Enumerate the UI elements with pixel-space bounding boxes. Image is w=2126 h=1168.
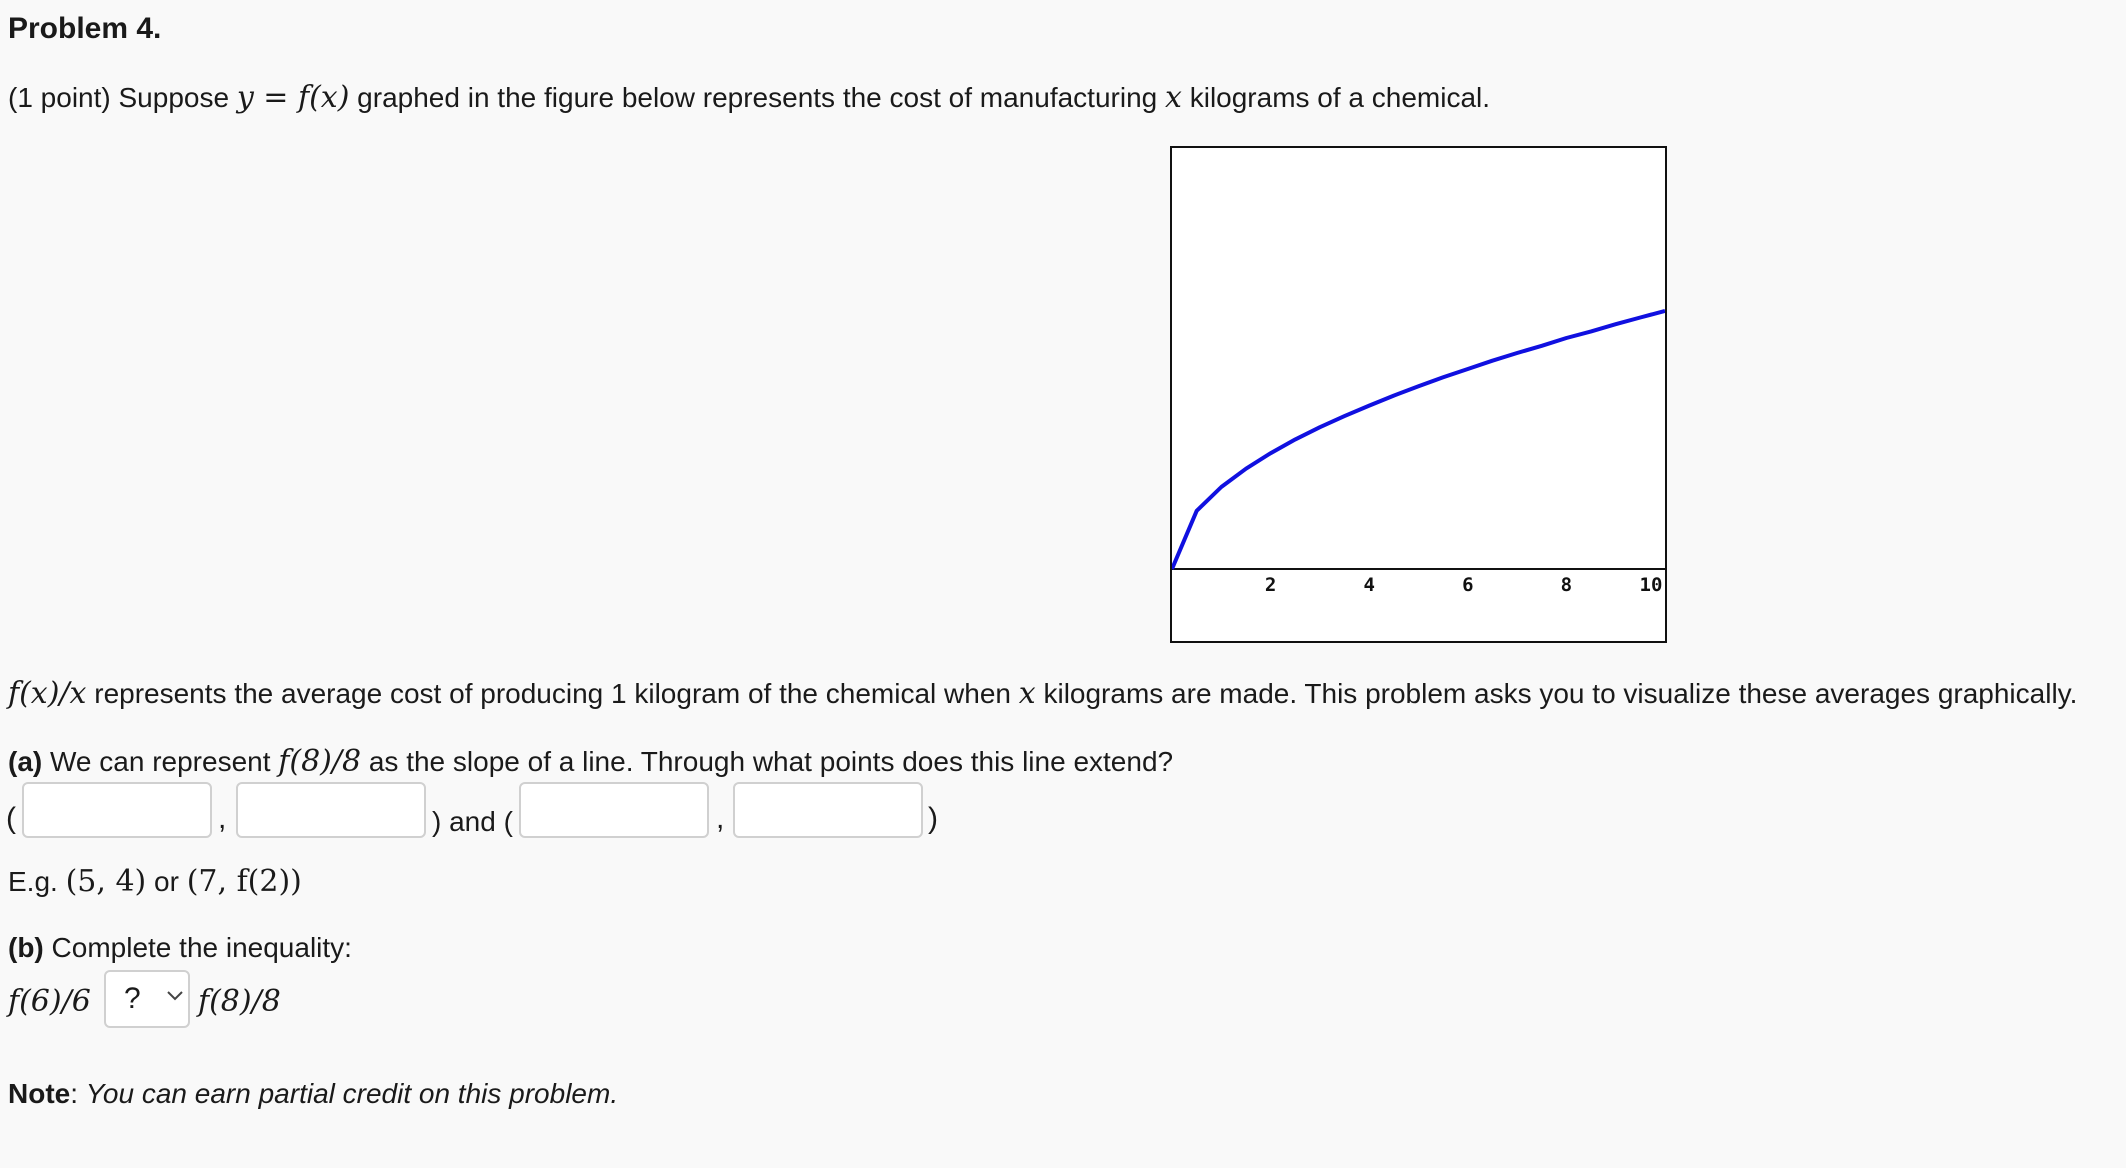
part-b-question [8, 932, 352, 964]
part-b-text: Complete the inequality: [43, 932, 352, 963]
comma-2: , [716, 802, 725, 835]
example-or: or [146, 866, 187, 897]
point1-y-input[interactable] [236, 782, 426, 838]
intro-var: x [1165, 80, 1182, 115]
note [8, 1078, 618, 1110]
problem-title: Problem 4. [8, 12, 162, 45]
inequality-select[interactable] [104, 970, 190, 1028]
cost-graph-svg [1172, 148, 1665, 641]
problem-intro [8, 80, 1490, 115]
part-b-label: (b) [8, 932, 44, 963]
intro-prefix: (1 point) Suppose [8, 82, 237, 113]
intro-end: kilograms of a chemical. [1181, 82, 1491, 113]
part-a-suffix: as the slope of a line. Through what points does this line extend? [361, 746, 1174, 777]
x-tick-label: 6 [1462, 573, 1474, 596]
open-paren: ( [6, 802, 16, 835]
and-separator: ) and ( [432, 806, 513, 837]
explanation-var: x [1018, 676, 1036, 711]
comma-1: , [218, 802, 227, 835]
explanation-body-2: kilograms are made. This problem asks you to visualize these averages graphically. [1035, 678, 2078, 709]
example-1: (5, 4) [65, 864, 147, 899]
intro-suffix: graphed in the figure below represents the cost of manufacturing [349, 82, 1166, 113]
x-tick-label: 4 [1363, 573, 1375, 596]
explanation-text [8, 676, 2077, 711]
part-a-question [8, 744, 1173, 779]
x-tick-label: 8 [1560, 573, 1573, 596]
intro-math: y = f(x) [236, 80, 350, 115]
x-tick-label: 10 [1639, 573, 1663, 596]
point1-x-input[interactable] [22, 782, 212, 838]
close-paren: ) [928, 802, 938, 835]
explanation-math: f(x)/x [8, 676, 87, 711]
point2-x-input[interactable] [519, 782, 709, 838]
x-tick-labels [1265, 574, 1663, 596]
x-tick-label: 2 [1264, 573, 1277, 596]
cost-curve [1172, 311, 1665, 569]
explanation-body: represents the average cost of producing 1 kilogram of the chemical when [86, 678, 1019, 709]
part-a-prefix: We can represent [42, 746, 279, 777]
inequality-right: f(8)/8 [198, 984, 281, 1019]
example-2: (7, f(2)) [186, 864, 302, 899]
note-label: Note [8, 1078, 71, 1109]
select-value: ? [124, 982, 141, 1015]
cost-graph [1170, 146, 1667, 643]
chevron-down-icon [166, 990, 184, 1002]
note-colon: : [70, 1078, 86, 1109]
part-a-math: f(8)/8 [278, 744, 362, 779]
example-hint [8, 864, 302, 899]
part-a-label: (a) [8, 746, 43, 777]
example-prefix: E.g. [8, 866, 66, 897]
inequality-left: f(6)/6 [8, 984, 91, 1019]
note-text: You can earn partial credit on this problem. [85, 1078, 619, 1109]
point2-y-input[interactable] [733, 782, 923, 838]
